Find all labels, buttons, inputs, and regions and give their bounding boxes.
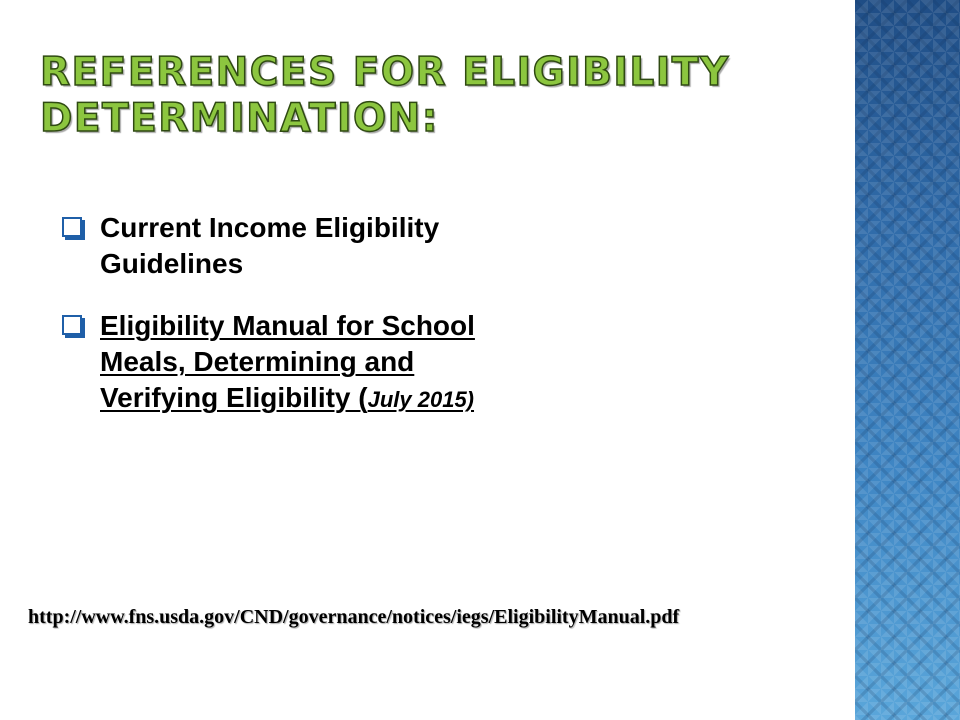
square-bullet-icon	[62, 217, 82, 237]
slide-title: REFERENCES FOR ELIGIBILITY DETERMINATION:	[40, 50, 730, 141]
eligibility-manual-link-text: Eligibility Manual for School Meals, Determining and Verifying Eligibility (	[100, 310, 475, 413]
bullet-text: Current Income Eligibility Guidelines	[100, 212, 440, 279]
eligibility-manual-link[interactable]	[100, 310, 475, 413]
bullet-item-eligibility-manual	[62, 308, 532, 418]
bullet-list	[62, 210, 532, 444]
square-bullet-icon	[62, 315, 82, 335]
manual-url-link[interactable]: http://www.fns.usda.gov/CND/governance/notices/iegs/EligibilityManual.pdf	[28, 606, 680, 628]
bullet-item-income-guidelines	[62, 210, 532, 282]
decorative-side-band	[855, 0, 960, 720]
eligibility-manual-date: July 2015)	[367, 387, 475, 412]
